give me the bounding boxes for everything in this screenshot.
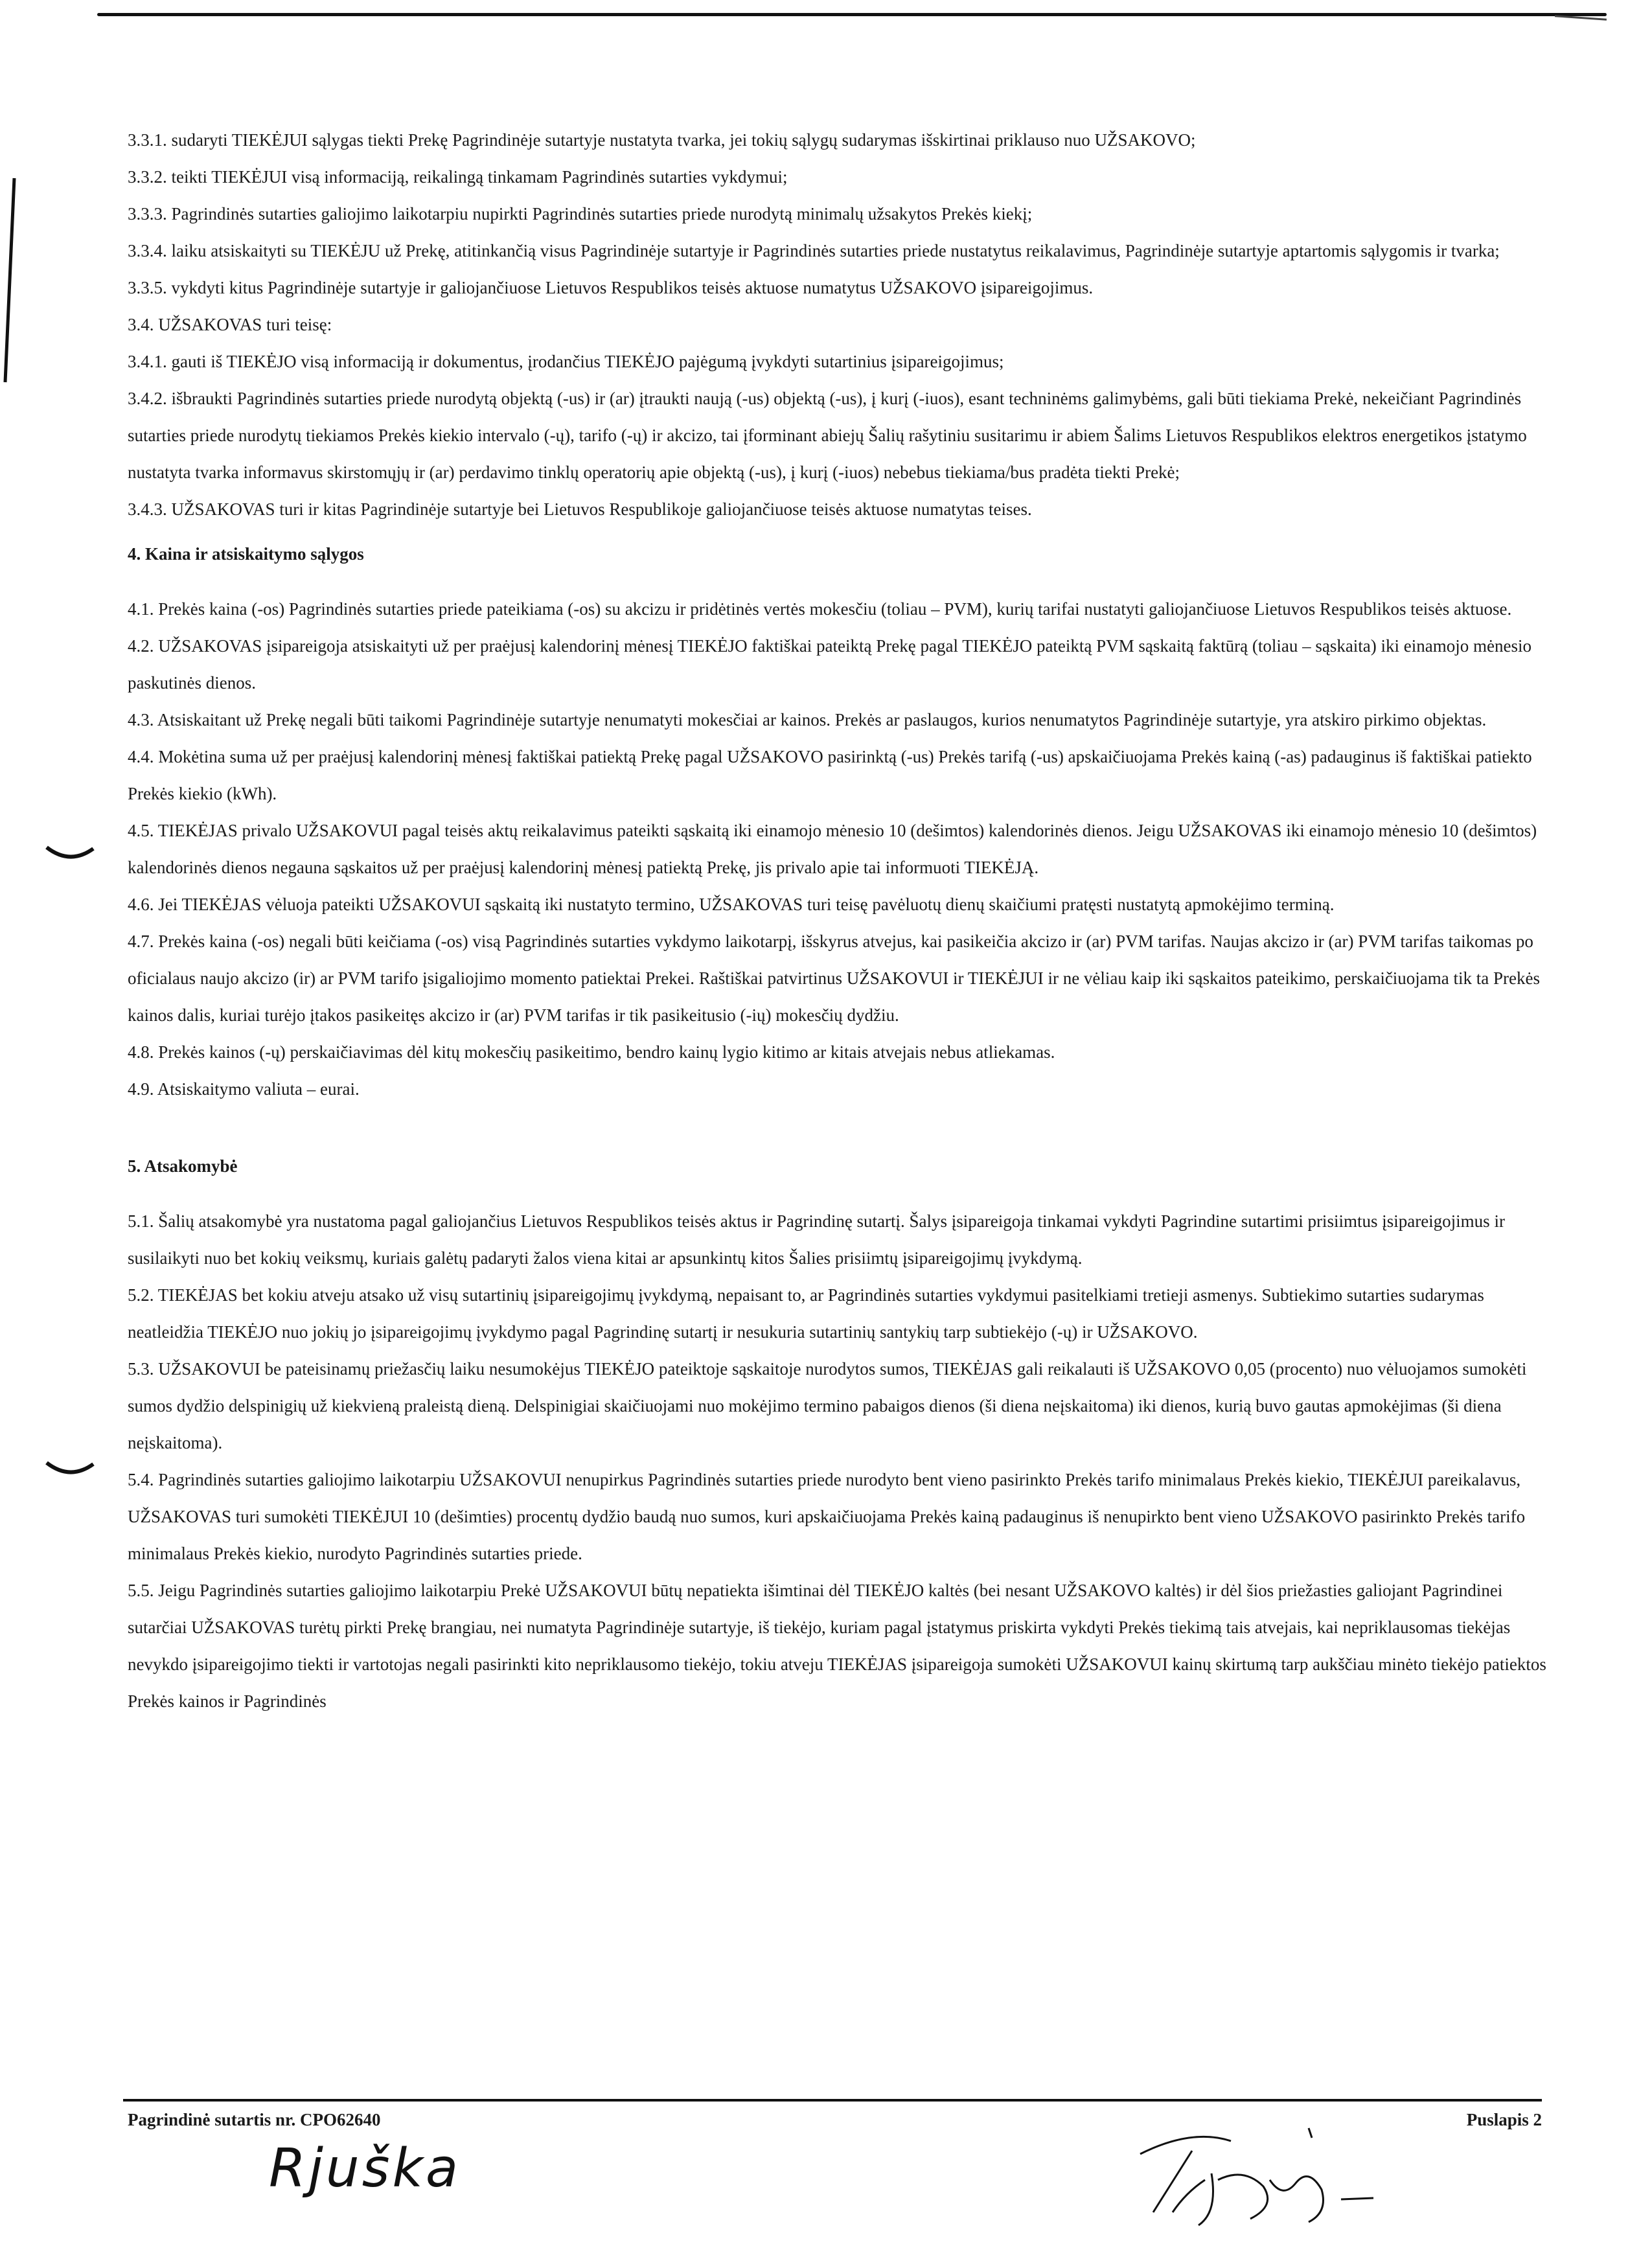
- scan-top-border: [97, 13, 1607, 16]
- handwritten-signature-mark: [1114, 2115, 1399, 2232]
- clause-4-8: 4.8. Prekės kainos (-ų) perskaičiavimas dėl kitų mokesčių pasikeitimo, bendro kainų lygio kitimo ar kitais atvejais nebus atliekamas.: [128, 1042, 1055, 1062]
- footer-divider: [123, 2099, 1542, 2102]
- clause-4-2: 4.2. UŽSAKOVAS įsipareigoja atsiskaityti už per praėjusį kalendorinį mėnesį TIEKĖJO faktiškai pateiktą Prekę pagal TIEKĖJO pateiktą PVM sąskaitą faktūrą (toliau – sąskaita) iki einamojo mėnesio paskutinės dienos.: [128, 636, 1532, 693]
- handwritten-name-signature: Rjuška: [269, 2138, 461, 2199]
- contract-number: Pagrindinė sutartis nr. CPO62640: [128, 2110, 381, 2129]
- clause-4-6: 4.6. Jei TIEKĖJAS vėluoja pateikti UŽSAKOVUI sąskaitą iki nustatyto termino, UŽSAKOVAS turi teisę pavėluotų dienų skaičiumi pratęsti nustatytą apmokėjimo terminą.: [128, 895, 1335, 914]
- clause-4-3: 4.3. Atsiskaitant už Prekę negali būti taikomi Pagrindinėje sutartyje nenumatyti mokesčiai ar kainos. Prekės ar paslaugos, kurios nenumatytos Pagrindinėje sutartyje, yra atskiro pirkimo objektas.: [128, 710, 1487, 729]
- margin-hole-mark-1: [44, 842, 96, 868]
- section-heading-4: 4. Kaina ir atsiskaitymo sąlygos: [128, 544, 364, 564]
- section-heading-5: 5. Atsakomybė: [128, 1156, 238, 1176]
- page-number: Puslapis 2: [1466, 2110, 1542, 2129]
- clause-4-4: 4.4. Mokėtina suma už per praėjusį kalendorinį mėnesį faktiškai patiektą Prekę pagal UŽSAKOVO pasirinktą (-us) Prekės tarifą (-us) apskaičiuojama Prekės kainą (-as) padauginus iš faktiškai patiekto Prekės kiekio (kWh).: [128, 747, 1532, 803]
- clause-3-3-3: 3.3.3. Pagrindinės sutarties galiojimo laikotarpiu nupirkti Pagrindinės sutarties priede nurodytą minimalų užsakytos Prekės kiekį;: [128, 204, 1033, 223]
- clause-4-1: 4.1. Prekės kaina (-os) Pagrindinės sutarties priede pateikiama (-os) su akcizu ir pridėtinės vertės mokesčiu (toliau – PVM), kurių tarifai nustatyti galiojančiuose Lietuvos Respublikos teisės aktuose.: [128, 599, 1512, 619]
- clause-3-3-5: 3.3.5. vykdyti kitus Pagrindinėje sutartyje ir galiojančiuose Lietuvos Respublikos teisės aktuose numatytus UŽSAKOVO įsipareigojimus.: [128, 278, 1094, 297]
- margin-hole-mark-2: [44, 1458, 96, 1483]
- clause-5-2: 5.2. TIEKĖJAS bet kokiu atveju atsako už visų sutartinių įsipareigojimų įvykdymą, nepaisant to, ar Pagrindinės sutarties vykdymui pasitelkiami tretieji asmenys. Subtiekimo sutarties sudarymas neatleidžia TIEKĖJO nuo jokių jo įsipareigojimų įvykdymo pagal Pagrindinę sutartį ir nesukuria sutartinių santykių tarp subtiekėjo (-ų) ir UŽSAKOVO.: [128, 1285, 1484, 1342]
- clause-3-3-4: 3.3.4. laiku atsiskaityti su TIEKĖJU už Prekę, atitinkančią visus Pagrindinėje sutartyje ir Pagrindinės sutarties priede nustatytus reikalavimus, Pagrindinėje sutartyje aptartomis sąlygomis ir tvarka;: [128, 241, 1500, 260]
- clause-5-1: 5.1. Šalių atsakomybė yra nustatoma pagal galiojančius Lietuvos Respublikos teisės aktus ir Pagrindinę sutartį. Šalys įsipareigoja tinkamai vykdyti Pagrindine sutartimi prisiimtus įsipareigojimus ir susilaikyti nuo bet kokių veiksmų, kuriais galėtų padaryti žalos viena kitai ar apsunkintų kitos Šalies prisiimtų įsipareigojimų įvykdymą.: [128, 1211, 1505, 1268]
- clause-3-4: 3.4. UŽSAKOVAS turi teisę:: [128, 315, 332, 334]
- clause-5-3: 5.3. UŽSAKOVUI be pateisinamų priežasčių laiku nesumokėjus TIEKĖJO pateiktoje sąskaitoje nurodytos sumos, TIEKĖJAS gali reikalauti iš UŽSAKOVO 0,05 (procento) nuo vėluojamos sumokėti sumos dydžio delspinigių už kiekvieną praleistą dieną. Delspinigiai skaičiuojami nuo mokėjimo termino pabaigos dienos (ši diena neįskaitoma) iki dienos, kurią buvo gautas apmokėjimas (ši diena neįskaitoma).: [128, 1359, 1527, 1452]
- clause-3-3-2: 3.3.2. teikti TIEKĖJUI visą informaciją, reikalingą tinkamam Pagrindinės sutarties vykdymui;: [128, 167, 788, 187]
- margin-stroke-mark: [0, 175, 19, 389]
- clause-4-9: 4.9. Atsiskaitymo valiuta – eurai.: [128, 1079, 360, 1099]
- clause-3-4-3: 3.4.3. UŽSAKOVAS turi ir kitas Pagrindinėje sutartyje bei Lietuvos Respublikoje galiojančiuose teisės aktuose numatytas teises.: [128, 499, 1032, 519]
- clause-5-4: 5.4. Pagrindinės sutarties galiojimo laikotarpiu UŽSAKOVUI nenupirkus Pagrindinės sutarties priede nurodyto bent vieno pasirinkto Prekės tarifo minimalaus Prekės kiekio, TIEKĖJUI pareikalavus, UŽSAKOVAS turi sumokėti TIEKĖJUI 10 (dešimties) procentų dydžio baudą nuo sumos, kuri apskaičiuojama Prekės kainą padauginus iš nenupirkto bent vieno UŽSAKOVO pasirinkto Prekės tarifo minimalaus Prekės kiekio, nurodyto Pagrindinės sutarties priede.: [128, 1470, 1526, 1563]
- clause-3-3-1: 3.3.1. sudaryti TIEKĖJUI sąlygas tiekti Prekę Pagrindinėje sutartyje nustatyta tvarka, jei tokių sąlygų sudarymas išskirtinai priklauso nuo UŽSAKOVO;: [128, 130, 1196, 150]
- clause-4-5: 4.5. TIEKĖJAS privalo UŽSAKOVUI pagal teisės aktų reikalavimus pateikti sąskaitą iki einamojo mėnesio 10 (dešimtos) kalendorinės dienos. Jeigu UŽSAKOVAS iki einamojo mėnesio 10 (dešimtos) kalendorinės dienos negauna sąskaitos už per praėjusį kalendorinį mėnesį patiektą Prekę, jis privalo apie tai informuoti TIEKĖJĄ.: [128, 821, 1537, 877]
- document-body: [128, 122, 1546, 1720]
- clause-5-5: 5.5. Jeigu Pagrindinės sutarties galiojimo laikotarpiu Prekė UŽSAKOVUI būtų nepatiekta išimtinai dėl TIEKĖJO kaltės (bei nesant UŽSAKOVO kaltės) ir dėl šios priežasties galiojant Pagrindinei sutarčiai UŽSAKOVAS turėtų pirkti Prekę brangiau, nei numatyta Pagrindinėje sutartyje, iš tiekėjo, kuriam pagal įstatymus priskirta vykdyti Prekės tiekimą tais atvejais, kai nepriklausomas tiekėjas nevykdo įsipareigojimo tiekti ir vartotojas negali pasirinkti kito nepriklausomo tiekėjo, tokiu atveju TIEKĖJAS įsipareigoja sumokėti UŽSAKOVUI kainų skirtumą tarp aukščiau minėto tiekėjo patiektos Prekės kainos ir Pagrindinės: [128, 1581, 1546, 1711]
- clause-4-7: 4.7. Prekės kaina (-os) negali būti keičiama (-os) visą Pagrindinės sutarties vykdymo laikotarpį, išskyrus atvejus, kai pasikeičia akcizo ir (ar) PVM tarifas. Naujas akcizo ir (ar) PVM tarifas taikomas po oficialaus naujo akcizo (ir) ar PVM tarifo įsigaliojimo momento patiektai Prekei. Raštiškai patvirtinus UŽSAKOVUI ir TIEKĖJUI ir ne vėliau kaip iki sąskaitos pateikimo, perskaičiuojama tik ta Prekės kainos dalis, kuriai turėjo įtakos pasikeitęs akcizo ir (ar) PVM tarifas ir tik pasikeitusio (-ių) mokesčių dydžiu.: [128, 932, 1540, 1025]
- clause-3-4-1: 3.4.1. gauti iš TIEKĖJO visą informaciją ir dokumentus, įrodančius TIEKĖJO pajėgumą įvykdyti sutartinius įsipareigojimus;: [128, 352, 1004, 371]
- clause-3-4-2: 3.4.2. išbraukti Pagrindinės sutarties priede nurodytą objektą (-us) ir (ar) įtraukti naują (-us) objektą (-us), į kurį (-iuos), esant techninėms galimybėms, gali būti tiekiama Prekė, nekeičiant Pagrindinės sutarties priede nurodytų tiekiamos Prekės kiekio intervalo (-ų), tarifo (-ų) ir akcizo, tai įforminant abiejų Šalių rašytiniu susitarimu ir abiem Šalims Lietuvos Respublikos elektros energetikos įstatymo nustatyta tvarka informavus skirstomųjų ir (ar) perdavimo tinklų operatorių apie objektą (-us), į kurį (-iuos) nebebus tiekiama/bus pradėta tiekti Prekė;: [128, 389, 1527, 482]
